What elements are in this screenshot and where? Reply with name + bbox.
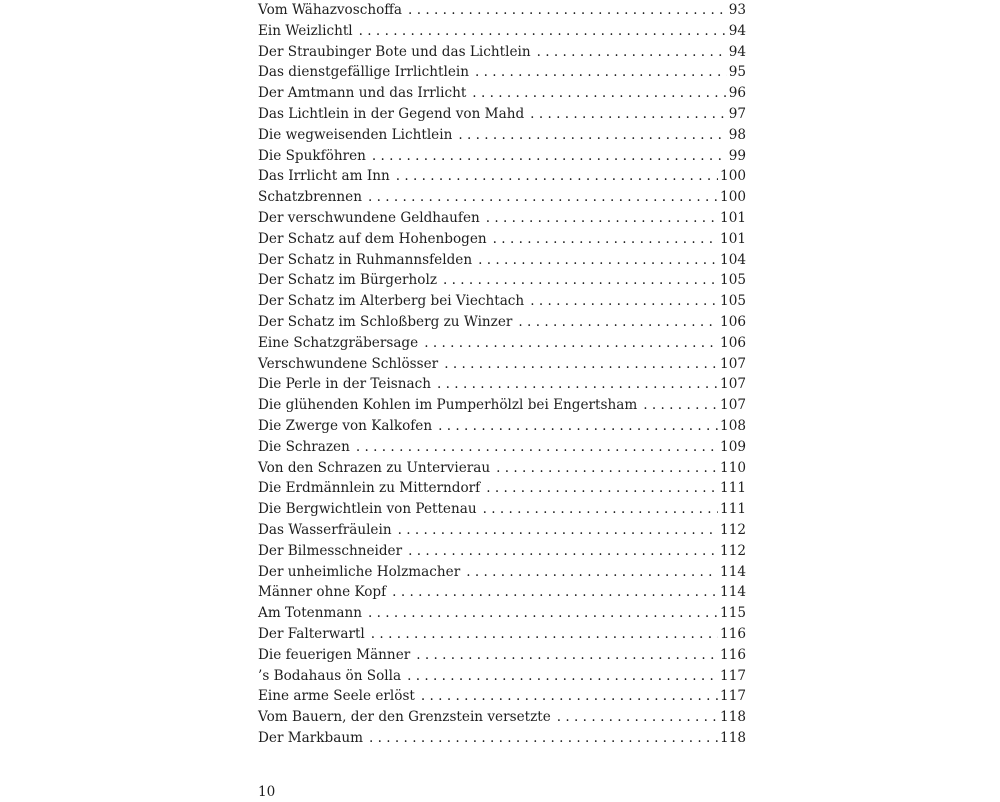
toc-entry — [258, 42, 746, 63]
toc-dot-leader — [472, 83, 726, 104]
toc-entry-page: 95 — [728, 64, 746, 81]
toc-entry — [258, 104, 746, 125]
toc-entry-page: 104 — [720, 251, 746, 268]
toc-entry — [258, 707, 746, 728]
toc-entry — [258, 62, 746, 83]
toc-entry — [258, 562, 746, 583]
toc-entry-page: 110 — [720, 459, 746, 476]
toc-entry — [258, 624, 746, 645]
toc-entry — [258, 0, 746, 21]
toc-dot-leader — [537, 42, 727, 63]
toc-dot-leader — [356, 437, 718, 458]
toc-entry-title: Die wegweisenden Lichtlein — [258, 126, 453, 143]
toc-dot-leader — [486, 478, 718, 499]
toc-entry-title: Der Schatz auf dem Hohenbogen — [258, 230, 487, 247]
toc-entry — [258, 541, 746, 562]
toc-entry-page: 107 — [720, 355, 746, 372]
toc-dot-leader — [398, 520, 718, 541]
toc-entry-page: 106 — [720, 313, 746, 330]
toc-dot-leader — [408, 0, 727, 21]
toc-entry-title: Die glühenden Kohlen im Pumperhölzl bei Engertsham — [258, 397, 638, 414]
toc-dot-leader — [518, 312, 718, 333]
toc-dot-leader — [493, 229, 718, 250]
toc-dot-leader — [443, 270, 718, 291]
toc-entry — [258, 229, 746, 250]
toc-entry — [258, 250, 746, 271]
toc-entry-title: Eine Schatzgräbersage — [258, 334, 419, 351]
toc-entry — [258, 603, 746, 624]
toc-entry-title: Der Markbaum — [258, 729, 363, 746]
toc-entry-page: 111 — [720, 501, 746, 518]
toc-entry-page: 112 — [720, 521, 746, 538]
toc-dot-leader — [372, 146, 727, 167]
toc-entry-title: Am Totenmann — [258, 605, 362, 622]
toc-entry-title: Schatzbrennen — [258, 189, 362, 206]
toc-dot-leader — [421, 686, 718, 707]
toc-dot-leader — [368, 187, 718, 208]
toc-entry-page: 101 — [720, 209, 746, 226]
toc-entry-title: Männer ohne Kopf — [258, 584, 387, 601]
toc-entry-title: Der Schatz im Alterberg bei Viechtach — [258, 293, 525, 310]
toc-dot-leader — [407, 666, 718, 687]
toc-entry-page: 107 — [720, 397, 746, 414]
toc-entry-title: Der Amtmann und das Irrlicht — [258, 85, 467, 102]
toc-entry-title: Der Falterwartl — [258, 625, 365, 642]
toc-entry-title: Die Perle in der Teisnach — [258, 376, 432, 393]
page-number: 10 — [258, 784, 276, 800]
toc-entry-page: 114 — [720, 563, 746, 580]
toc-entry-page: 94 — [728, 43, 746, 60]
toc-entry — [258, 83, 746, 104]
toc-entry — [258, 374, 746, 395]
toc-entry-title: Der verschwundene Geldhaufen — [258, 209, 480, 226]
toc-dot-leader — [483, 499, 718, 520]
toc-entry-page: 117 — [720, 667, 746, 684]
toc-entry-page: 112 — [720, 542, 746, 559]
toc-entry-title: Der Straubinger Bote und das Lichtlein — [258, 43, 531, 60]
toc-entry-title: Der Schatz im Schloßberg zu Winzer — [258, 313, 513, 330]
toc-dot-leader — [359, 21, 727, 42]
toc-entry-title: Vom Bauern, der den Grenzstein versetzte — [258, 709, 551, 726]
toc-entry-title: Die feuerigen Männer — [258, 646, 411, 663]
toc-entry — [258, 333, 746, 354]
toc-entry — [258, 520, 746, 541]
toc-dot-leader — [396, 166, 718, 187]
toc-dot-leader — [496, 458, 718, 479]
toc-entry — [258, 728, 746, 749]
toc-entry-page: 118 — [720, 709, 746, 726]
toc-entry-page: 99 — [728, 147, 746, 164]
toc-dot-leader — [368, 603, 718, 624]
toc-entry-page: 101 — [720, 230, 746, 247]
toc-entry — [258, 437, 746, 458]
toc-entry-title: Von den Schrazen zu Untervierau — [258, 459, 491, 476]
toc-dot-leader — [643, 395, 718, 416]
table-of-contents — [258, 0, 746, 749]
toc-entry-title: ’s Bodahaus ön Solla — [258, 667, 402, 684]
toc-entry-page: 115 — [720, 605, 746, 622]
toc-dot-leader — [475, 62, 727, 83]
toc-entry-page: 94 — [728, 22, 746, 39]
toc-entry-title: Vom Wähazvoschoffa — [258, 2, 403, 18]
toc-entry-title: Das Lichtlein in der Gegend von Mahd — [258, 105, 525, 122]
toc-entry-page: 117 — [720, 688, 746, 705]
toc-dot-leader — [478, 250, 718, 271]
toc-entry-page: 116 — [720, 646, 746, 663]
toc-entry-title: Das Wasserfräulein — [258, 521, 392, 538]
toc-entry-title: Die Schrazen — [258, 438, 350, 455]
toc-entry-page: 106 — [720, 334, 746, 351]
toc-entry-page: 98 — [728, 126, 746, 143]
toc-dot-leader — [466, 562, 718, 583]
toc-entry-page: 93 — [728, 2, 746, 18]
toc-entry-page: 105 — [720, 272, 746, 289]
toc-dot-leader — [557, 707, 718, 728]
toc-entry — [258, 582, 746, 603]
toc-entry-title: Die Bergwichtlein von Pettenau — [258, 501, 477, 518]
toc-entry-title: Die Erdmännlein zu Mitterndorf — [258, 480, 481, 497]
toc-entry-title: Der Schatz in Ruhmannsfelden — [258, 251, 473, 268]
toc-dot-leader — [437, 374, 718, 395]
toc-entry-page: 108 — [720, 417, 746, 434]
toc-dot-leader — [530, 291, 718, 312]
toc-entry-title: Verschwundene Schlösser — [258, 355, 439, 372]
toc-entry-title: Eine arme Seele erlöst — [258, 688, 415, 705]
toc-dot-leader — [486, 208, 718, 229]
toc-entry-page: 118 — [720, 729, 746, 746]
toc-entry — [258, 291, 746, 312]
toc-entry — [258, 125, 746, 146]
toc-entry-title: Der Schatz im Bürgerholz — [258, 272, 437, 289]
toc-entry — [258, 166, 746, 187]
toc-dot-leader — [444, 354, 718, 375]
toc-entry — [258, 208, 746, 229]
toc-entry-title: Ein Weizlichtl — [258, 22, 353, 39]
toc-entry — [258, 499, 746, 520]
toc-entry-page: 100 — [720, 168, 746, 185]
toc-entry-page: 105 — [720, 293, 746, 310]
toc-dot-leader — [438, 416, 718, 437]
toc-entry-page: 109 — [720, 438, 746, 455]
toc-entry — [258, 312, 746, 333]
toc-dot-leader — [424, 333, 718, 354]
toc-entry-page: 107 — [720, 376, 746, 393]
toc-dot-leader — [458, 125, 726, 146]
toc-entry — [258, 354, 746, 375]
toc-entry — [258, 666, 746, 687]
toc-entry — [258, 686, 746, 707]
toc-entry-title: Der unheimliche Holzmacher — [258, 563, 461, 580]
toc-entry — [258, 645, 746, 666]
toc-entry — [258, 270, 746, 291]
toc-dot-leader — [408, 541, 718, 562]
toc-entry — [258, 478, 746, 499]
toc-entry-page: 97 — [728, 105, 746, 122]
toc-entry — [258, 458, 746, 479]
toc-entry-title: Der Bilmesschneider — [258, 542, 403, 559]
toc-dot-leader — [392, 582, 718, 603]
toc-entry-title: Die Spukföhren — [258, 147, 366, 164]
toc-entry-title: Das Irrlicht am Inn — [258, 168, 390, 185]
toc-entry-title: Die Zwerge von Kalkofen — [258, 417, 433, 434]
toc-entry — [258, 416, 746, 437]
toc-entry-page: 111 — [720, 480, 746, 497]
toc-entry — [258, 21, 746, 42]
toc-entry-page: 116 — [720, 625, 746, 642]
toc-entry-title: Das dienstgefällige Irrlichtlein — [258, 64, 469, 81]
toc-dot-leader — [530, 104, 727, 125]
toc-dot-leader — [371, 624, 718, 645]
toc-dot-leader — [416, 645, 718, 666]
toc-entry-page: 114 — [720, 584, 746, 601]
toc-entry — [258, 187, 746, 208]
toc-entry-page: 96 — [728, 85, 746, 102]
toc-dot-leader — [369, 728, 718, 749]
toc-entry — [258, 146, 746, 167]
toc-entry-page: 100 — [720, 189, 746, 206]
toc-entry — [258, 395, 746, 416]
